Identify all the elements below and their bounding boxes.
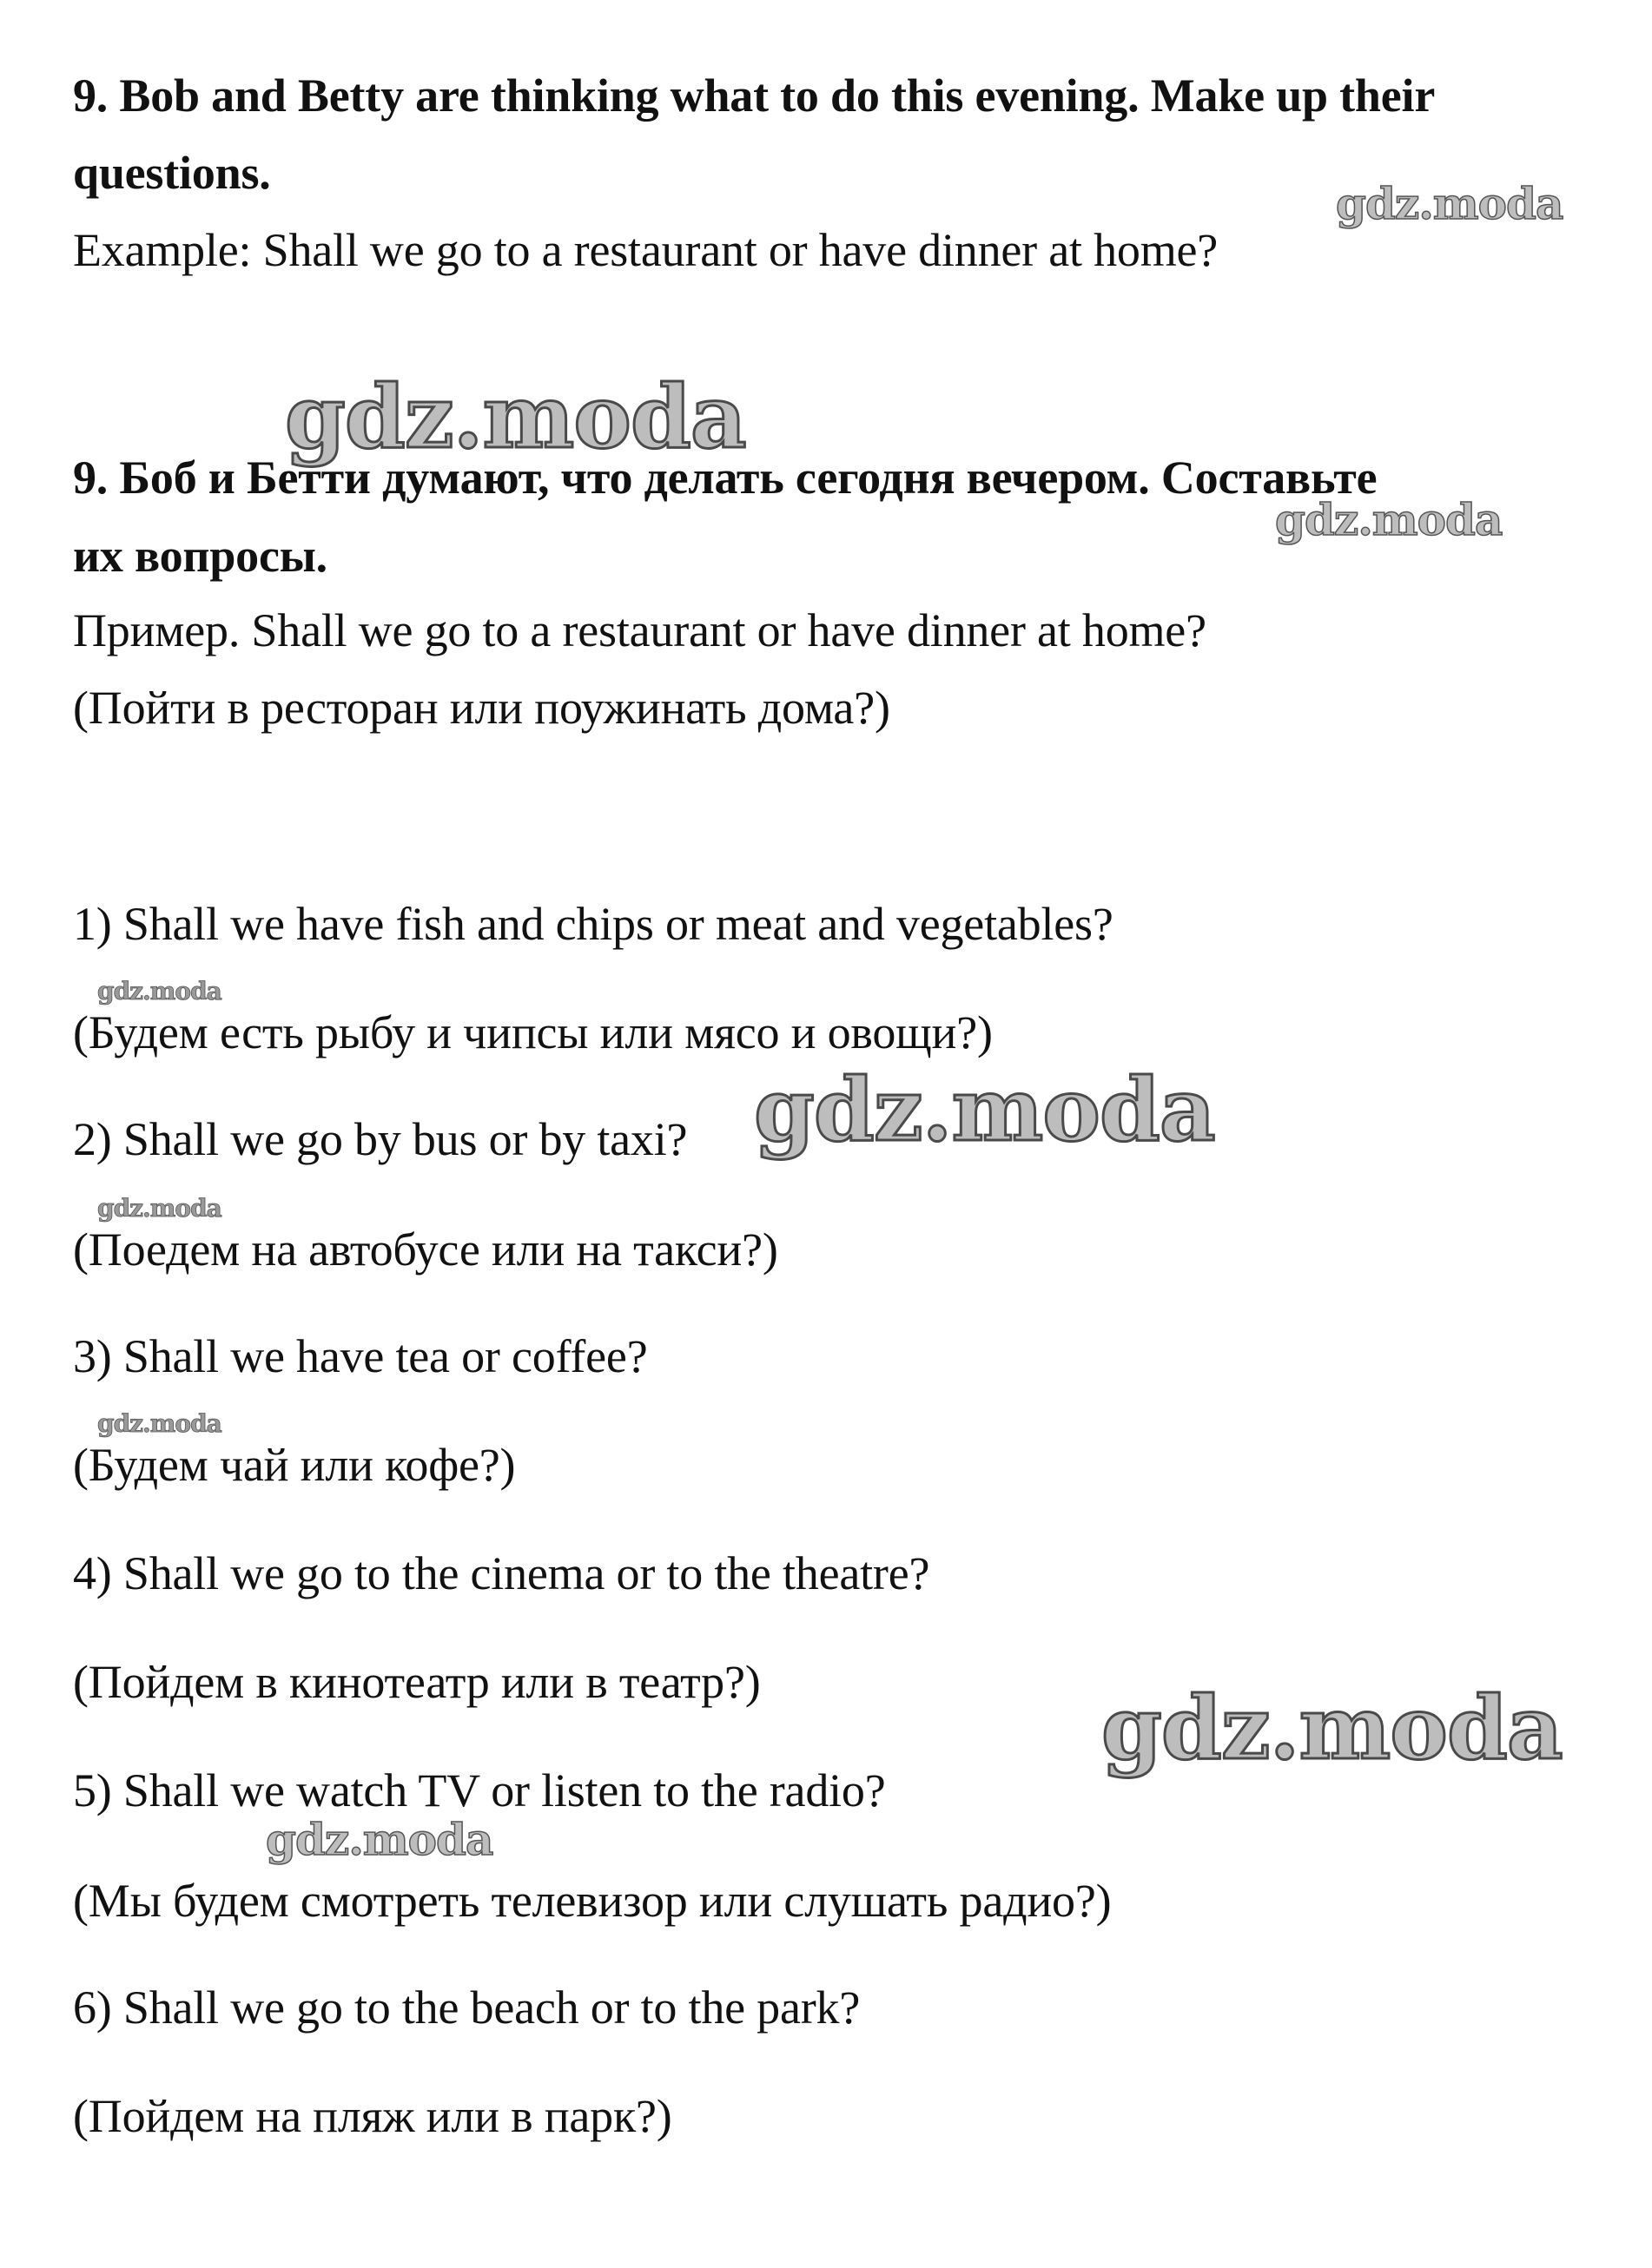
answer-3-en: 3) Shall we have tea or coffee? bbox=[73, 1330, 648, 1382]
watermark: gdz.moda bbox=[97, 1409, 221, 1438]
task-title-en-line1: 9. Bob and Betty are thinking what to do this evening. Make up their bbox=[73, 69, 1436, 122]
watermark: gdz.moda bbox=[266, 1814, 493, 1865]
answer-5-en: 5) Shall we watch TV or listen to the radio? bbox=[73, 1764, 886, 1816]
task-title-ru-line1: 9. Боб и Бетти думают, что делать сегодня вечером. Составьте bbox=[73, 452, 1378, 504]
watermark: gdz.moda bbox=[285, 366, 746, 468]
answer-4-en: 4) Shall we go to the cinema or to the theatre? bbox=[73, 1547, 930, 1599]
answer-1-ru: (Будем есть рыбу и чипсы или мясо и овощи?) bbox=[73, 1006, 993, 1058]
task-example-en: Example: Shall we go to a restaurant or have dinner at home? bbox=[73, 224, 1219, 276]
watermark: gdz.moda bbox=[1275, 494, 1503, 545]
answer-2-en: 2) Shall we go by bus or by taxi? bbox=[73, 1113, 688, 1165]
task-title-ru-line2: их вопросы. bbox=[73, 530, 327, 582]
task-title-en-line2: questions. bbox=[73, 147, 271, 199]
watermark: gdz.moda bbox=[1101, 1677, 1563, 1779]
answer-1-en: 1) Shall we have fish and chips or meat and vegetables? bbox=[73, 898, 1113, 950]
answer-2-ru: (Поедем на автобусе или на такси?) bbox=[73, 1223, 778, 1276]
watermark: gdz.moda bbox=[97, 1194, 221, 1223]
answer-6-en: 6) Shall we go to the beach or to the park? bbox=[73, 1981, 861, 2034]
task-example-ru: Пример. Shall we go to a restaurant or have dinner at home? bbox=[73, 604, 1206, 656]
answer-4-ru: (Пойдем в кинотеатр или в театр?) bbox=[73, 1656, 761, 1708]
watermark: gdz.moda bbox=[97, 977, 221, 1005]
answer-5-ru: (Мы будем смотреть телевизор или слушать радио?) bbox=[73, 1875, 1112, 1927]
watermark: gdz.moda bbox=[754, 1058, 1215, 1161]
answer-3-ru: (Будем чай или кофе?) bbox=[73, 1439, 516, 1491]
watermark: gdz.moda bbox=[1336, 178, 1563, 229]
answer-6-ru: (Пойдем на пляж или в парк?) bbox=[73, 2090, 672, 2142]
task-example-translation: (Пойти в ресторан или поужинать дома?) bbox=[73, 682, 890, 734]
